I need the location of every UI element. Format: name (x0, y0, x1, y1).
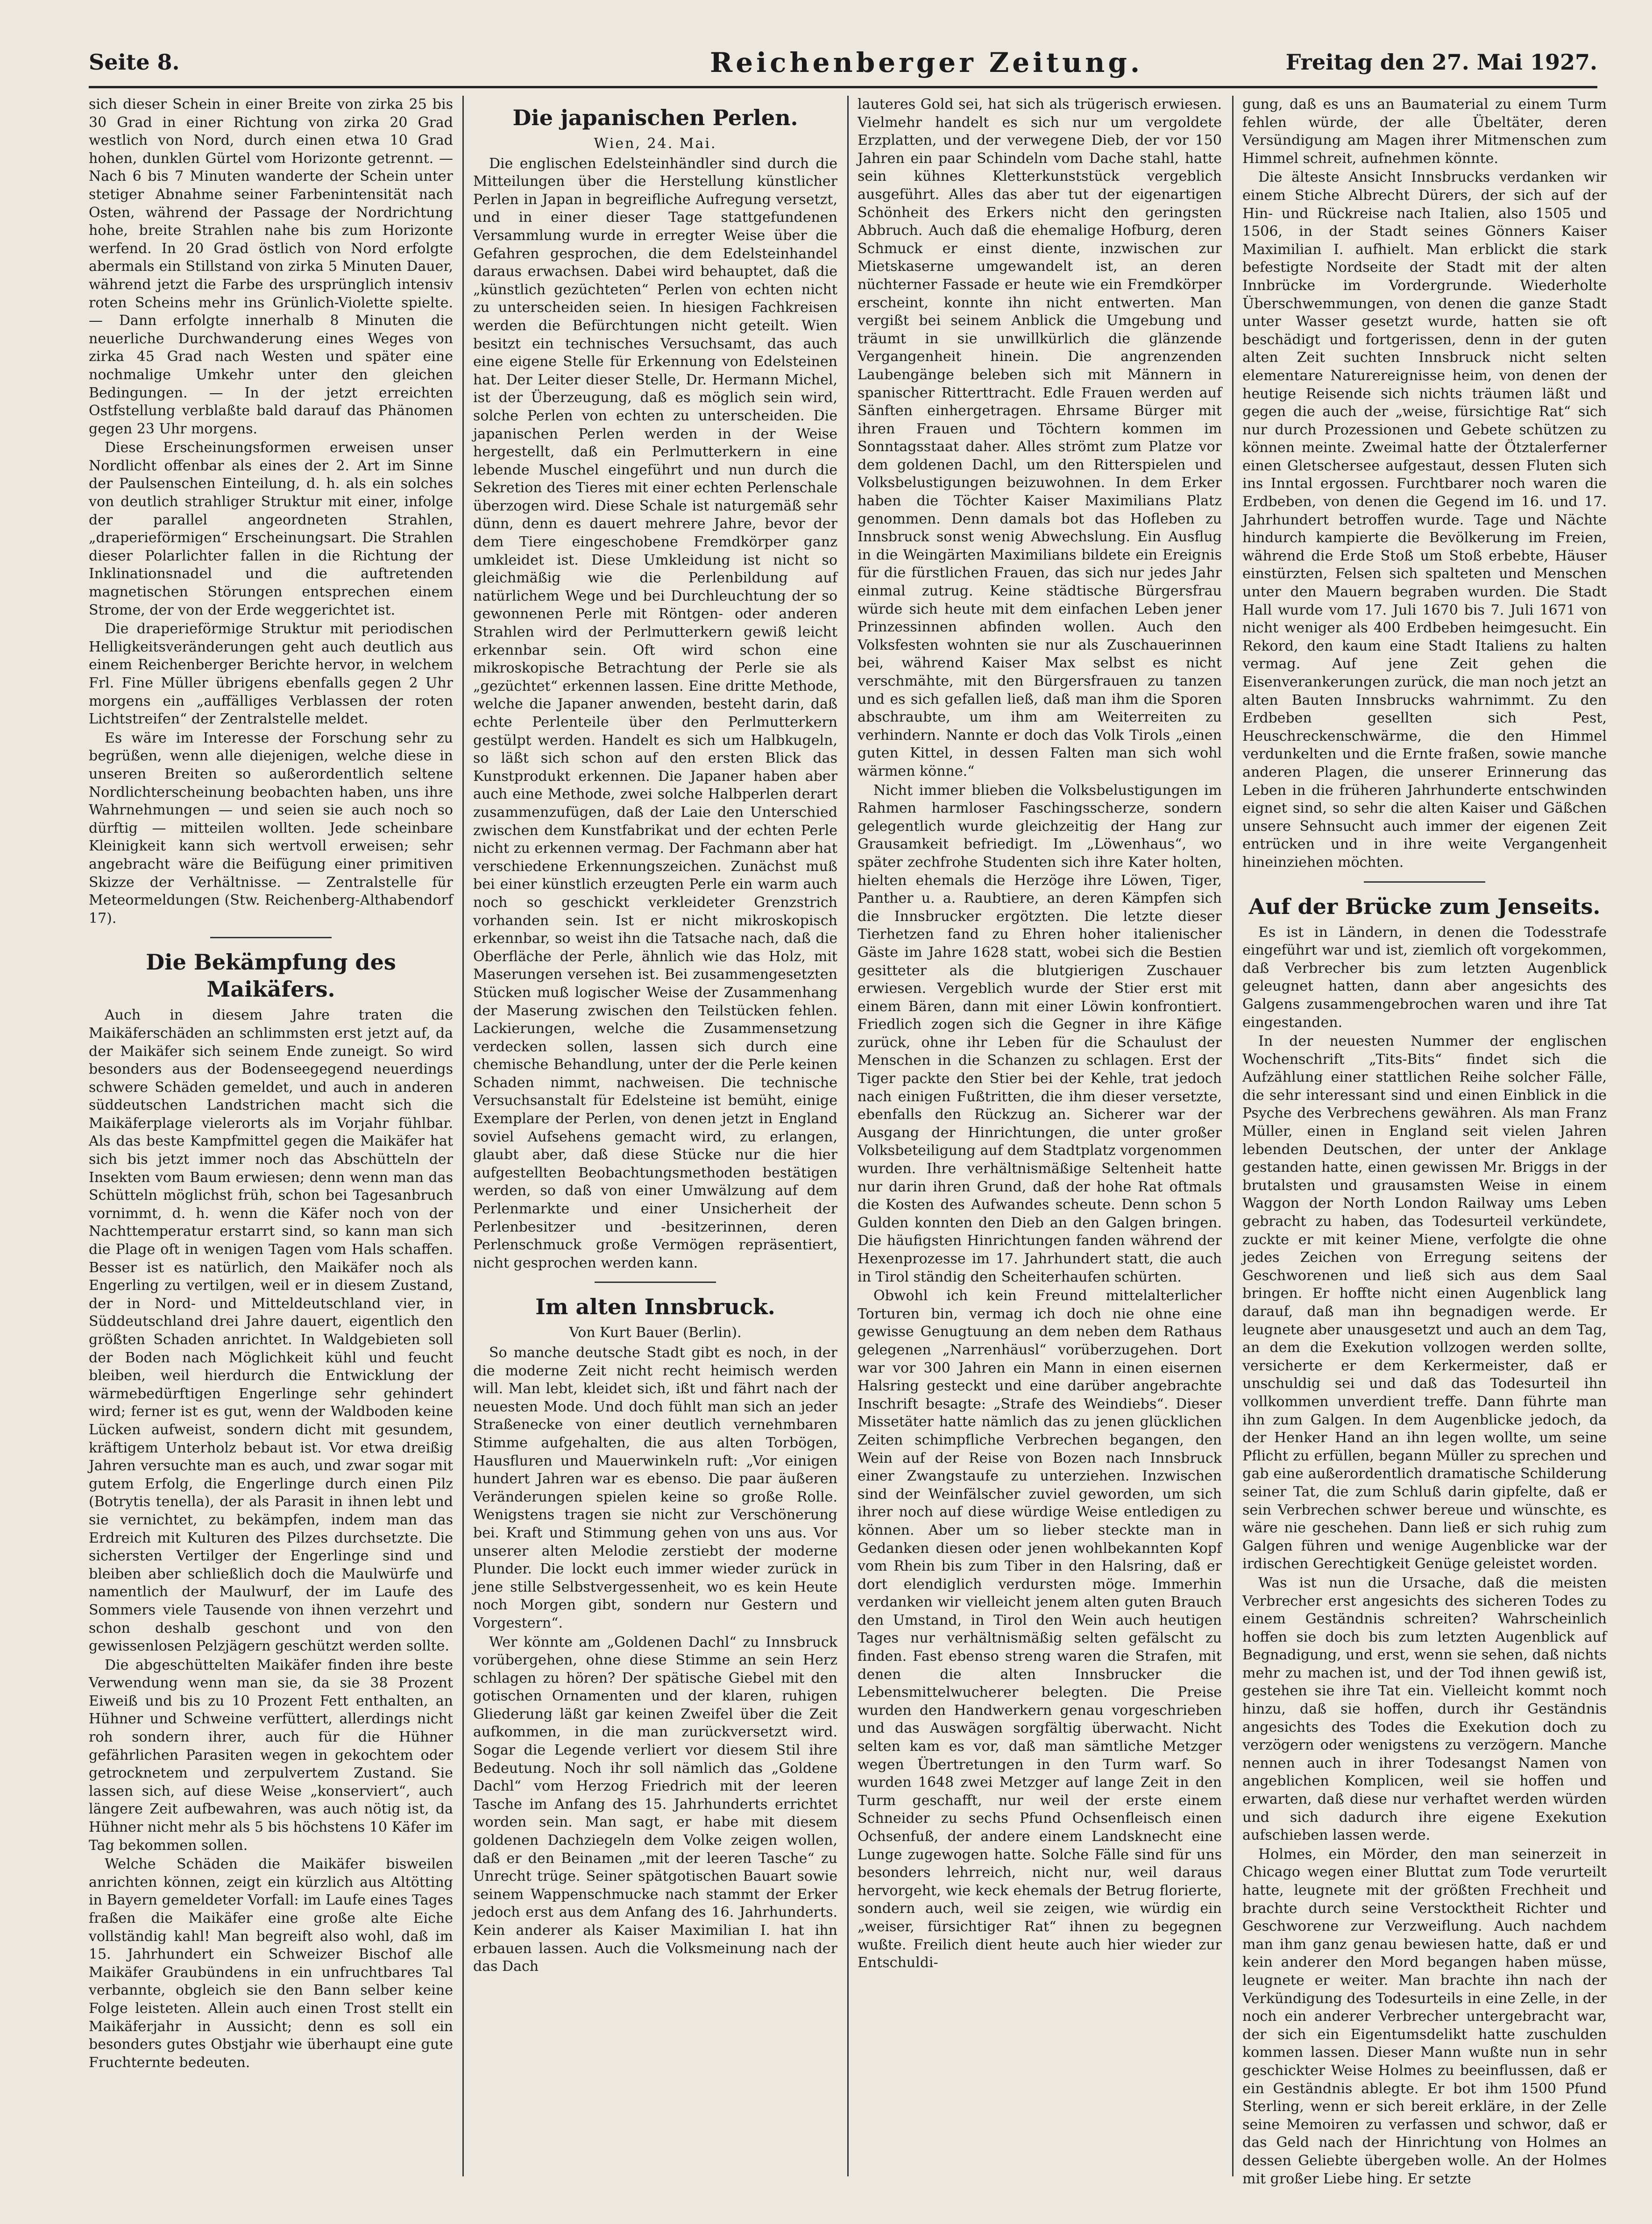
innsbruck-paragraph: gung, daß es uns an Baumaterial zu einem Turm fehlen würde, der alle Übeltäter, deren Versündigung am Magen ihrer Mitmenschen zum Himmel schreit, aufnehmen könnte. (1242, 96, 1607, 167)
nordlicht-paragraph: Diese Erscheinungsformen erweisen unser Nordlicht offenbar als eines der 2. Art im Sinne der Paulsenschen Einteilung, d. h. als ein solches von deutlich strahliger Struktur mit einer, infolge der parallel angeordneten Strahlen, „draperieförmigen“ Erscheinungsart. Die Strahlen dieser Polarlichter fallen in die Richtung der Inklinationsnadel und die auftretenden magnetischen Störungen entsprechen einem Strome, der von der Erde weggerichtet ist. (89, 439, 453, 618)
column-divider (1232, 96, 1234, 2176)
maikaefer-paragraph: Welche Schäden die Maikäfer bisweilen anrichten können, zeigt ein kürzlich aus Altötting in Bayern gemeldeter Vorfall: im Laufe eines Tages fraßen die Maikäfer eine große alte Eiche vollständig kahl! Man begreift also wohl, daß im 15. Jahrhundert ein Schweizer Bischof alle Maikäfer Graubündens in ein unfruchtbares Tal verbannte, obgleich sie den Bann selber keine Folge leisteten. Allein auch einen Trost stellt ein Maikäferjahr in Aussicht; denn es soll ein besonders gutes Obstjahr wie überhaupt eine gute Fruchternte bedeuten. (89, 1856, 453, 2071)
innsbruck-paragraph: Die älteste Ansicht Innsbrucks verdanken wir einem Stiche Albrecht Dürers, der sich auf der Hin- und Rückreise nach Italien, also 1505 und 1506, in der Stadt seines Gönners Kaiser Maximilian I. aufhielt. Man erblickt die stark befestigte Nordseite der Stadt mit der alten Innbrücke im Vordergrunde. Wiederholte Überschwemmungen, von denen die ganze Stadt unter Wasser gesetzt wurde, hatten sie oft beschädigt und fortgerissen, denn in der guten alten Zeit suchten Innsbruck nicht selten elementare Naturereignisse heim, von denen der heutige Reisende sich nichts träumen läßt und gegen die auch der „weise, fürsichtige Rat“ sich nur durch Prozessionen und Gebete schützen zu können meinte. Zweimal hatte der Ötztalerferner einen Gletschersee aufgestaut, dessen Fluten sich ins Inntal ergossen. Furchtbarer noch waren die Erdbeben, von denen die Gegend im 16. und 17. Jahrhundert betroffen wurde. Tage und Nächte hindurch kampierte die Bevölkerung im Freien, während die Erde Stoß um Stoß erbebte, Häuser einstürzten, Felsen sich spalteten und Menschen unter den Mauern begraben wurden. Die Stadt Hall wurde vom 17. Juli 1670 bis 7. Juli 1671 von nicht weniger als 400 Erdbeben heimgesucht. Ein Rekord, den kaum eine Stadt Italiens zu halten vermag. Auf jene Zeit gehen die Eisenverankerungen zurück, die man noch jetzt an alten Bauten Innsbrucks wahrnimmt. Zu den Erdbeben gesellten sich Pest, Heuschreckenschwärme, die den Himmel verdunkelten und die Ernte fraßen, sowie manche anderen Plagen, die unserer Erinnerung das Leben in die früheren Jahrhunderte entschwinden eignet sind, so sehr die alten Kaiser und Gäßchen unsere Sehnsucht auch immer der eigenen Zeit entrücken und in ihre weite Vergangenheit hineinziehen möchten. (1242, 169, 1607, 871)
dateline: Wien, 24. Mai. (594, 135, 717, 152)
innsbruck-paragraph: lauteres Gold sei, hat sich als trügerisch erwiesen. Vielmehr handelt es sich nur um vergoldete Erzplatten, und der verwegene Dieb, der vor 150 Jahren ein paar Schindeln vom Dache stahl, hatte sein kühnes Kletterkunststück vergeblich ausgeführt. Alles das aber tut der eigenartigen Schönheit des Erkers nicht den geringsten Abbruch. Auch daß die ehemalige Hofburg, deren Schmuck er einst diente, inzwischen zur Mietskaserne umgewandelt ist, an deren nüchterner Fassade er heute wie ein Fremdkörper erscheint, konnte ihn nicht entwerten. Man vergißt bei seinem Anblick die Umgebung und träumt in sie unwillkürlich die glänzende Vergangenheit hinein. Die angrenzenden Laubengänge beleben sich mit Männern in spanischer Ritterttracht. Edle Frauen werden auf Sänften einhergetragen. Ehrsame Bürger mit ihren Frauen und Töchtern kommen im Sonntagsstaat daher. Alles strömt zum Platze vor dem goldenen Dachl, um den Ritterspielen und Volksbelustigungen beizuwohnen. In dem Erker haben die Töchter Kaiser Maximilians Platz genommen. Denn damals bot das Hofleben zu Innsbruck sonst wenig Abwechslung. Ein Ausflug in die Weingärten Maximilians bildete ein Ereignis für die fürstlichen Frauen, das sich nur jedes Jahr einmal zutrug. Keine städtische Bürgersfrau würde sich heute mit dem einfachen Leben jener Prinzessinnen abfinden wollen. Auch den Volksfesten wohnten sie nur als Zuschauerinnen bei, während Kaiser Max selbst es nicht verschmähte, mit den Bürgersfrauen zu tanzen und es sich gefallen ließ, daß man ihm die Sporen abschraubte, um ihm am Weiterreiten zu verhindern. Nannte er doch das Volk Tirols „einen guten Kittel, in dessen Falten man sich wohl wärmen könne.“ (858, 96, 1222, 779)
header-rule (89, 86, 1597, 88)
article-separator (1364, 881, 1485, 883)
article-headline: Im alten Innsbruck. (535, 1294, 775, 1320)
byline: Von Kurt Bauer (Berlin). (569, 1324, 742, 1341)
column-divider (847, 96, 849, 2176)
article-separator (595, 1282, 716, 1283)
jenseits-paragraph: Es ist in Ländern, in denen die Todesstrafe eingeführt war und ist, ziemlich oft vorgekommen, daß Verbrecher bis zum letzten Augenblick geleugnet hatten, dann aber angesichts des Galgens zusammengebrochen waren und ihre Tat eingestanden. (1242, 924, 1607, 1031)
article-headline: Auf der Brücke zum Jenseits. (1248, 893, 1601, 919)
maikaefer-paragraph: Die abgeschüttelten Maikäfer finden ihre beste Verwendung wenn man sie, da sie 38 Prozent Eiweiß und bis zu 10 Prozent Fett enthalten, an Hühner und Schweine verfüttert, allerdings nicht roh sondern ihrer, auch für die Hühner gefährlichen Parasiten wegen in gekochtem oder getrocknetem und zerpulvertem Zustand. Sie lassen sich, auf diese Weise „konserviert“, auch längere Zeit aufbewahren, was auch nötig ist, da Hühner nicht mehr als 5 bis höchstens 10 Käfer im Tag bekommen sollen. (89, 1657, 453, 1854)
article-separator (210, 937, 332, 938)
nordlicht-paragraph: sich dieser Schein in einer Breite von zirka 25 bis 30 Grad in einer Richtung von zirka 20 Grad westlich von Nord, durch einen etwa 10 Grad hohen, dunklen Gürtel vom Horizonte getrennt. — Nach 6 bis 7 Minuten wanderte der Schein unter stetiger Abnahme seiner Farbenintensität nach Osten, während der Passage der Nordrichtung hohe, breite Strahlen nahe bis zum Horizonte werfend. In 20 Grad östlich von Nord erfolgte abermals ein Stillstand von zirka 5 Minuten Dauer, während jetzt die Farbe des ursprünglich intensiv roten Scheins mehr ins Grünlich-Violette spielte. — Dann erfolgte innerhalb 8 Minuten die neuerliche Durchwanderung eines Weges von zirka 45 Grad nach Westen und später eine nochmalige Umkehr unter den gleichen Bedingungen. — In der jetzt erreichten Ostfstellung verblaßte bald darauf das Phänomen gegen 23 Uhr morgens. (89, 96, 453, 437)
innsbruck-paragraph: Wer könnte am „Goldenen Dachl“ zu Innsbruck vorübergehen, ohne diese Stimme an sein Herz schlagen zu hören? Der spätische Giebel mit den gotischen Ornamenten und der klaren, ruhigen Gliederung läßt gar keinen Zweifel über die Zeit aufkommen, in die man zurückversetzt wird. Sogar die Legende verliert vor diesem Stil ihre Bedeutung. Noch ihr soll nämlich das „Goldene Dachl“ vom Herzog Friedrich mit der leeren Tasche im Anfang des 15. Jahrhunderts errichtet worden sein. Man sagt, er habe mit diesem goldenen Dachziegeln dem Volke zeigen wollen, daß er den Beinamen „mit der leeren Tasche“ zu Unrecht trüge. Seiner spätgotischen Bauart sowie seinem Wappenschmucke nach stammt der Erker jedoch erst aus dem Anfang des 16. Jahrhunderts. Kein anderer als Kaiser Maximilian I. hat ihn erbauen lassen. Auch die Volksmeinung nach der das Dach (473, 1634, 837, 1975)
page-header (89, 47, 1597, 84)
column-3 (858, 96, 1222, 2176)
page-number: Seite 8. (89, 50, 180, 75)
article-headline: Die japanischen Perlen. (512, 105, 798, 130)
innsbruck-paragraph: So manche deutsche Stadt gibt es noch, in der die moderne Zeit nicht recht heimisch werden will. Man lebt, kleidet sich, ißt und fährt nach der neuesten Mode. Und doch fühlt man sich an jeder Straßenecke von einer deutlich vernehmbaren Stimme aufgehalten, die aus alten Torbögen, Hausfluren und Mauerwinkeln ruft: „Vor einigen hundert Jahren war es ebenso. Die paar äußeren Veränderungen spielen keine so große Rolle. Wenigstens tragen sie nicht zur Verschönerung bei. Kraft und Stimmung gehen von uns aus. Vor unserer alten Melodie zerstiebt der moderne Plunder. Die lockt euch immer wieder zurück in jene stille Selbstvergessenheit, wo es kein Heute noch Morgen gibt, sondern nur Gestern und Vorgestern“. (473, 1345, 837, 1631)
jenseits-paragraph: Holmes, ein Mörder, den man seinerzeit in Chicago wegen einer Bluttat zum Tode verurteilt hatte, leugnete mit der größten Frechheit und brachte durch seine Verstocktheit Richter und Geschworene zur Verzweiflung. Auch nachdem man ihm ganz genau bewiesen hatte, daß er und kein anderer den Mord begangen haben müsse, leugnete er weiter. Man brachte ihn nach der Verkündigung des Todesurteils in eine Zelle, in der noch ein anderer Verbrecher untergebracht war, der sich ein Eigentumsdelikt hatte zuschulden kommen lassen. Dieser Mann wußte nun in sehr geschickter Weise Holmes zu beeinflussen, daß er ein Geständnis ablegte. Er bot ihm 1500 Pfund Sterling, wenn er sich bereit erkläre, in der Zelle seine Memoiren zu verfassen und schwor, daß er das Geld nach der Hinrichtung von Holmes an dessen Geliebte übergeben wolle. An der Holmes mit großer Liebe hing. Er setzte (1242, 1846, 1607, 2187)
innsbruck-paragraph: Nicht immer blieben die Volksbelustigungen im Rahmen harmloser Faschingsscherze, sondern gelegentlich wurde gleichzeitig der Hang zur Grausamkeit befriedigt. Im „Löwenhaus“, wo später zechfrohe Studenten sich ihre Kater holten, hielten ehemals die Herzöge ihre Löwen, Tiger, Panther u. a. Raubtiere, an deren Kämpfen sich die Innsbrucker ergötzten. Die letzte dieser Tierhetzen fand zu Ehren hoher italienischer Gäste im Jahre 1628 statt, wobei sich die Bestien gesitteter als die blutgierigen Zuschauer erwiesen. Vergeblich wurde der Stier erst mit einem Bären, dann mit einer Löwin konfrontiert. Friedlich zogen sich die Gegner in ihre Käfige zurück, ohne ihr Leben für die Schaulust der Menschen in die Schanzen zu schlagen. Erst der Tiger packte den Stier bei der Kehle, trat jedoch nach einigen Fußtritten, die ihm dieser versetzte, ebenfalls den Rückzug an. Sicherer war der Ausgang der Hinrichtungen, die unter großer Volksbeteiligung auf dem Stadtplatz vorgenommen wurden. Ihre verhältnismäßige Seltenheit hatte nur darin ihren Grund, daß der hohe Rat oftmals die Kosten des Aufwandes scheute. Denn schon 5 Gulden konnten den Dieb an den Galgen bringen. Die häufigsten Hinrichtungen fanden während der Hexenprozesse im 17. Jahrhundert statt, die auch in Tirol ständig den Scheiterhaufen schürten. (858, 782, 1222, 1285)
nordlicht-paragraph: Es wäre im Interesse der Forschung sehr zu begrüßen, wenn alle diejenigen, welche diese in unseren Breiten so außerordentlich seltene Nordlichterscheinung beobachten haben, uns ihre Wahrnehmungen — und seien sie auch noch so dürftig — mitteilen wollten. Jede scheinbare Kleinigkeit kann sich wertvoll erweisen; sehr angebracht wäre die Beifügung einer primitiven Skizze der Verhältnisse. — Zentralstelle für Meteormeldungen (Stw. Reichenberg-Althabendorf 17). (89, 730, 453, 927)
innsbruck-paragraph: Obwohl ich kein Freund mittelalterlicher Torturen bin, vermag ich doch nie ohne eine gewisse Genugtuung an dem neben dem Rathaus gelegenen „Narrenhäusl“ vorüberzugehen. Dort war vor 300 Jahren ein Mann in einen eisernen Halsring gesteckt und eine darüber angebrachte Inschrift besagte: „Strafe des Weindiebs“. Dieser Missetäter hatte nämlich das zu jenen glücklichen Zeiten schimpfliche Verbrechen begangen, den Wein auf der Reise von Bozen nach Innsbruck einer Zwangstaufe zu unterziehen. Inzwischen sind der Weinfälscher zuviel geworden, um sich ihrer noch auf diese würdige Weise entledigen zu können. Aber um so lieber steckte man in Gedanken diesen oder jenen wohlbekannten Kopf vom Rhein bis zum Tiber in den Halsring, daß er dort elendiglich verdursten möge. Immerhin verdanken wir vielleicht jenem alten guten Brauch den Umstand, in Tirol den Wein auch heutigen Tages nur verhältnismäßig selten gefälscht zu finden. Fast ebenso streng waren die Strafen, mit denen die alten Innsbrucker die Lebensmittelwucherer belegten. Die Preise wurden den Handwerkern genau vorgeschrieben und das Auswägen sorgfältig überwacht. Nicht selten kam es vor, daß man sämtliche Metzger wegen Übertretungen in den Turm warf. So wurden 1648 zwei Metzger auf lange Zeit in den Turm geschafft, nur weil der erste einem Schneider zu sechs Pfund Ochsenfleisch einen Ochsenfuß, der andere einem Landsknecht eine Lunge zugewogen hatte. Solche Fälle sind für uns besonders lehrreich, nicht nur, weil daraus hervorgeht, wie keck ehemals der Betrug florierte, sondern auch, weil sie zeigen, wie würdig ein „weiser, fürsichtiger Rat“ ihnen zu begegnen wußte. Freilich dient heute auch hier wieder zur Entschuldi- (858, 1288, 1222, 1971)
jenseits-paragraph: Was ist nun die Ursache, daß die meisten Verbrecher erst angesichts des sicheren Todes zu einem Geständnis schreiten? Wahrscheinlich hoffen sie doch bis zum letzten Augenblick auf Begnadigung, und erst, wenn sie sehen, daß nichts mehr zu machen ist, und der Tod ihnen gewiß ist, gestehen sie ihre Tat ein. Vielleicht kommt noch hinzu, daß sie hoffen, durch ihr Geständnis angesichts des Todes die Exekution doch zu verzögern oder wenigstens zu verzögern. Manche nennen auch in ihrer Todesangst Namen von angeblichen Komplicen, weil sie hoffen und erwarten, daß diese nur verhaftet werden würden und sich dadurch ihre eigene Exekution aufschieben lassen werde. (1242, 1574, 1607, 1844)
jenseits-paragraph: In der neuesten Nummer der englischen Wochenschrift „Tits-Bits“ findet sich die Aufzählung einer stattlichen Reihe solcher Fälle, die sehr interessant sind und einen Einblick in die Psyche des Verbrechens gewähren. Als man Franz Müller, einen in England seit vielen Jahren lebenden Deutschen, der unter der Anklage gestanden hatte, einen gewissen Mr. Briggs in der brutalsten und grausamsten Weise in einem Waggon der North London Railway ums Leben gebracht zu haben, das Todesurteil verkündete, zuckte er mit keiner Miene, verfolgte die ohne jedes Zeichen von Erregung seitens der Geschworenen und ließ sich aus dem Saal bringen. Er hoffte nicht einen Augenblick lang darauf, daß man ihn begnadigen werde. Er leugnete aber unausgesetzt und auch an dem Tag, an dem die Exekution vollzogen werden sollte, versicherte er dem Kerkermeister, daß er unschuldig sei und daß das Todesurteil ihn vollkommen unverdient treffe. Dann führte man ihn zum Galgen. In dem Augenblicke jedoch, da der Henker Hand an ihn legen wollte, um seine Pflicht zu erfüllen, begann Müller zu sprechen und gab eine außerordentlich dramatische Schilderung seiner Tat, die zum Schluß darin gipfelte, daß er sein Verbrechen schwer bereue und wünschte, es wäre nie geschehen. Dann ließ er sich ruhig zum Galgen führen und wenige Augenblicke war der irdischen Gerechtigkeit Genüge geleistet worden. (1242, 1033, 1607, 1572)
column-divider (462, 96, 464, 2176)
article-headline: Die Bekämpfung des Maikäfers. (146, 949, 396, 1002)
nordlicht-paragraph: Die draperieförmige Struktur mit periodischen Helligkeitsveränderungen geht auch deutlich aus einem Reichenberger Berichte hervor, in welchem Frl. Fine Müller übrigens ebenfalls gegen 2 Uhr morgens ein „auffälliges Verblassen der roten Lichtstreifen“ der Zentralstelle meldet. (89, 621, 453, 728)
maikaefer-paragraph: Auch in diesem Jahre traten die Maikäferschäden an schlimmsten erst jetzt auf, da der Maikäfer sich seinem Ende zuneigt. So wird besonders aus der Bodenseegegend neuerdings schwere Schäden gemeldet, und auch in anderen süddeutschen Landstrichen macht sich die Maikäferplage vielerorts als im Vorjahr fühlbar. Als das beste Kampfmittel gegen die Maikäfer hat sich bis jetzt immer noch das Abschütteln der Insekten vom Baum erwiesen; denn wenn man das Schütteln möglichst früh, schon bei Tagesanbruch vornimmt, d. h. wenn die Käfer noch von der Nachttemperatur erstarrt sind, so kann man sich die Plage oft in wenigen Tagen vom Hals schaffen. Besser ist es natürlich, den Maikäfer noch als Engerling zu vertilgen, weil er in diesem Zustand, der in Nord- und Mitteldeutschland vier, in Süddeutschland drei Jahre dauert, eigentlich den größten Schaden anrichtet. In Waldgebieten soll der Boden nach Möglichkeit kühl und feucht bleiben, weil hierdurch die Entwicklung der wärmebedürftigen Engerlinge sehr gehindert wird; ferner ist es gut, wenn der Waldboden keine Lücken aufweist, sondern dicht mit gesundem, kräftigem Unterholz bebaut ist. Vor etwa dreißig Jahren versuchte man es auch, und zwar sogar mit gutem Erfolg, die Engerlinge durch einen Pilz (Botrytis tenella), der als Parasit in ihnen lebt und sie vernichtet, zu bekämpfen, indem man das Erdreich mit Kulturen des Pilzes durchsetzte. Die sichersten Vertilger der Engerlinge sind und bleiben aber schließlich doch die Maulwürfe und namentlich der Maulwurf, der im Laufe des Sommers viele Tausende von ihnen verzehrt und schon deshalb geschont und von den gewissenlosen Pelzjägern geschützt werden sollte. (89, 1007, 453, 1655)
issue-date: Freitag den 27. Mai 1927. (1285, 50, 1597, 75)
column-4 (1242, 96, 1607, 2187)
column-1 (89, 96, 453, 2176)
perlen-paragraph: Die englischen Edelsteinhändler sind durch die Mitteilungen über die Herstellung künstlicher Perlen in Japan in begreifliche Aufregung versetzt, und in einer dieser Tage stattgefundenen Versammlung wurde in erregter Weise über die Gefahren gesprochen, die dem Edelsteinhandel daraus erwachsen. Dabei wird behauptet, daß die „künstlich gezüchteten“ Perlen von echten nicht zu unterscheiden seien. In hiesigen Fachkreisen werden die Befürchtungen nicht geteilt. Wien besitzt ein technisches Versuchsamt, das auch eine eigene Stelle für Erkennung von Edelsteinen hat. Der Leiter dieser Stelle, Dr. Hermann Michel, ist der Überzeugung, daß es möglich sein wird, solche Perlen von echten zu unterscheiden. Die japanischen Perlen werden in der Weise hergestellt, daß ein Perlmutterkern in eine lebende Muschel eingeführt und nun durch die Sekretion des Tieres mit einer echten Perlenschale überzogen wird. Diese Schale ist naturgemäß sehr dünn, denn es dauert mehrere Jahre, bevor der dem Tiere eingeschobene Fremdkörper ganz umkleidet ist. Diese Umkleidung ist nicht so gleichmäßig wie die Perlenbildung auf natürlichem Wege und bei Durchleuchtung der so gewonnenen Perle mit Röntgen- oder anderen Strahlen wird der Perlmutterkern gewiß leicht erkennbar sein. Oft wird schon eine mikroskopische Betrachtung der Perle sie als „gezüchtet“ erkennen lassen. Eine dritte Methode, welche die Japaner anwenden, besteht darin, daß echte Perlenteile über den Perlmutterkern gestülpt werden. Handelt es sich um Halbkugeln, so läßt sich schon auf den ersten Blick das Kunstprodukt erkennen. Die Japaner haben aber auch eine Methode, zwei solche Halbperlen derart zusammenzufügen, daß der Laie den Unterschied zwischen dem Kunstfabrikat und der echten Perle nicht zu erkennen vermag. Der Fachmann aber hat verschiedene Erkennungszeichen. Zunächst muß bei einer künstlich erzeugten Perle ein warm auch noch so geschickt verkleideter Grenzstrich vorhanden sein. Ist er nicht mikroskopisch erkennbar, so weist ihn die Tatsache nach, daß die Oberfläche der Perle, ähnlich wie das Holz, mit Maserungen versehen ist. Bei zusammengesetzten Stücken muß logischer Weise der Zusammenhang der Maserung zwischen den Teilstücken fehlen. Lackierungen, welche die Zusammensetzung verdecken sollen, lassen sich durch eine chemische Behandlung, unter der die Perle keinen Schaden nimmt, nachweisen. Die technische Versuchsanstalt für Edelsteine ist bemüht, einige Exemplare der Perlen, von denen jetzt in England soviel Aufsehens gemacht wird, zu erlangen, glaubt aber, daß diese Stücke nur die hier aufgestellten Beobachtungsmethoden bestätigen werden, so daß von einer Umwälzung auf dem Perlenmarkte und einer Unsicherheit der Perlenbesitzer und -besitzerinnen, deren Perlenschmuck große Vermögen repräsentiert, nicht gesprochen werden kann. (473, 155, 837, 1271)
column-2 (473, 96, 837, 2176)
newspaper-title: Reichenberger Zeitung. (710, 47, 1143, 78)
